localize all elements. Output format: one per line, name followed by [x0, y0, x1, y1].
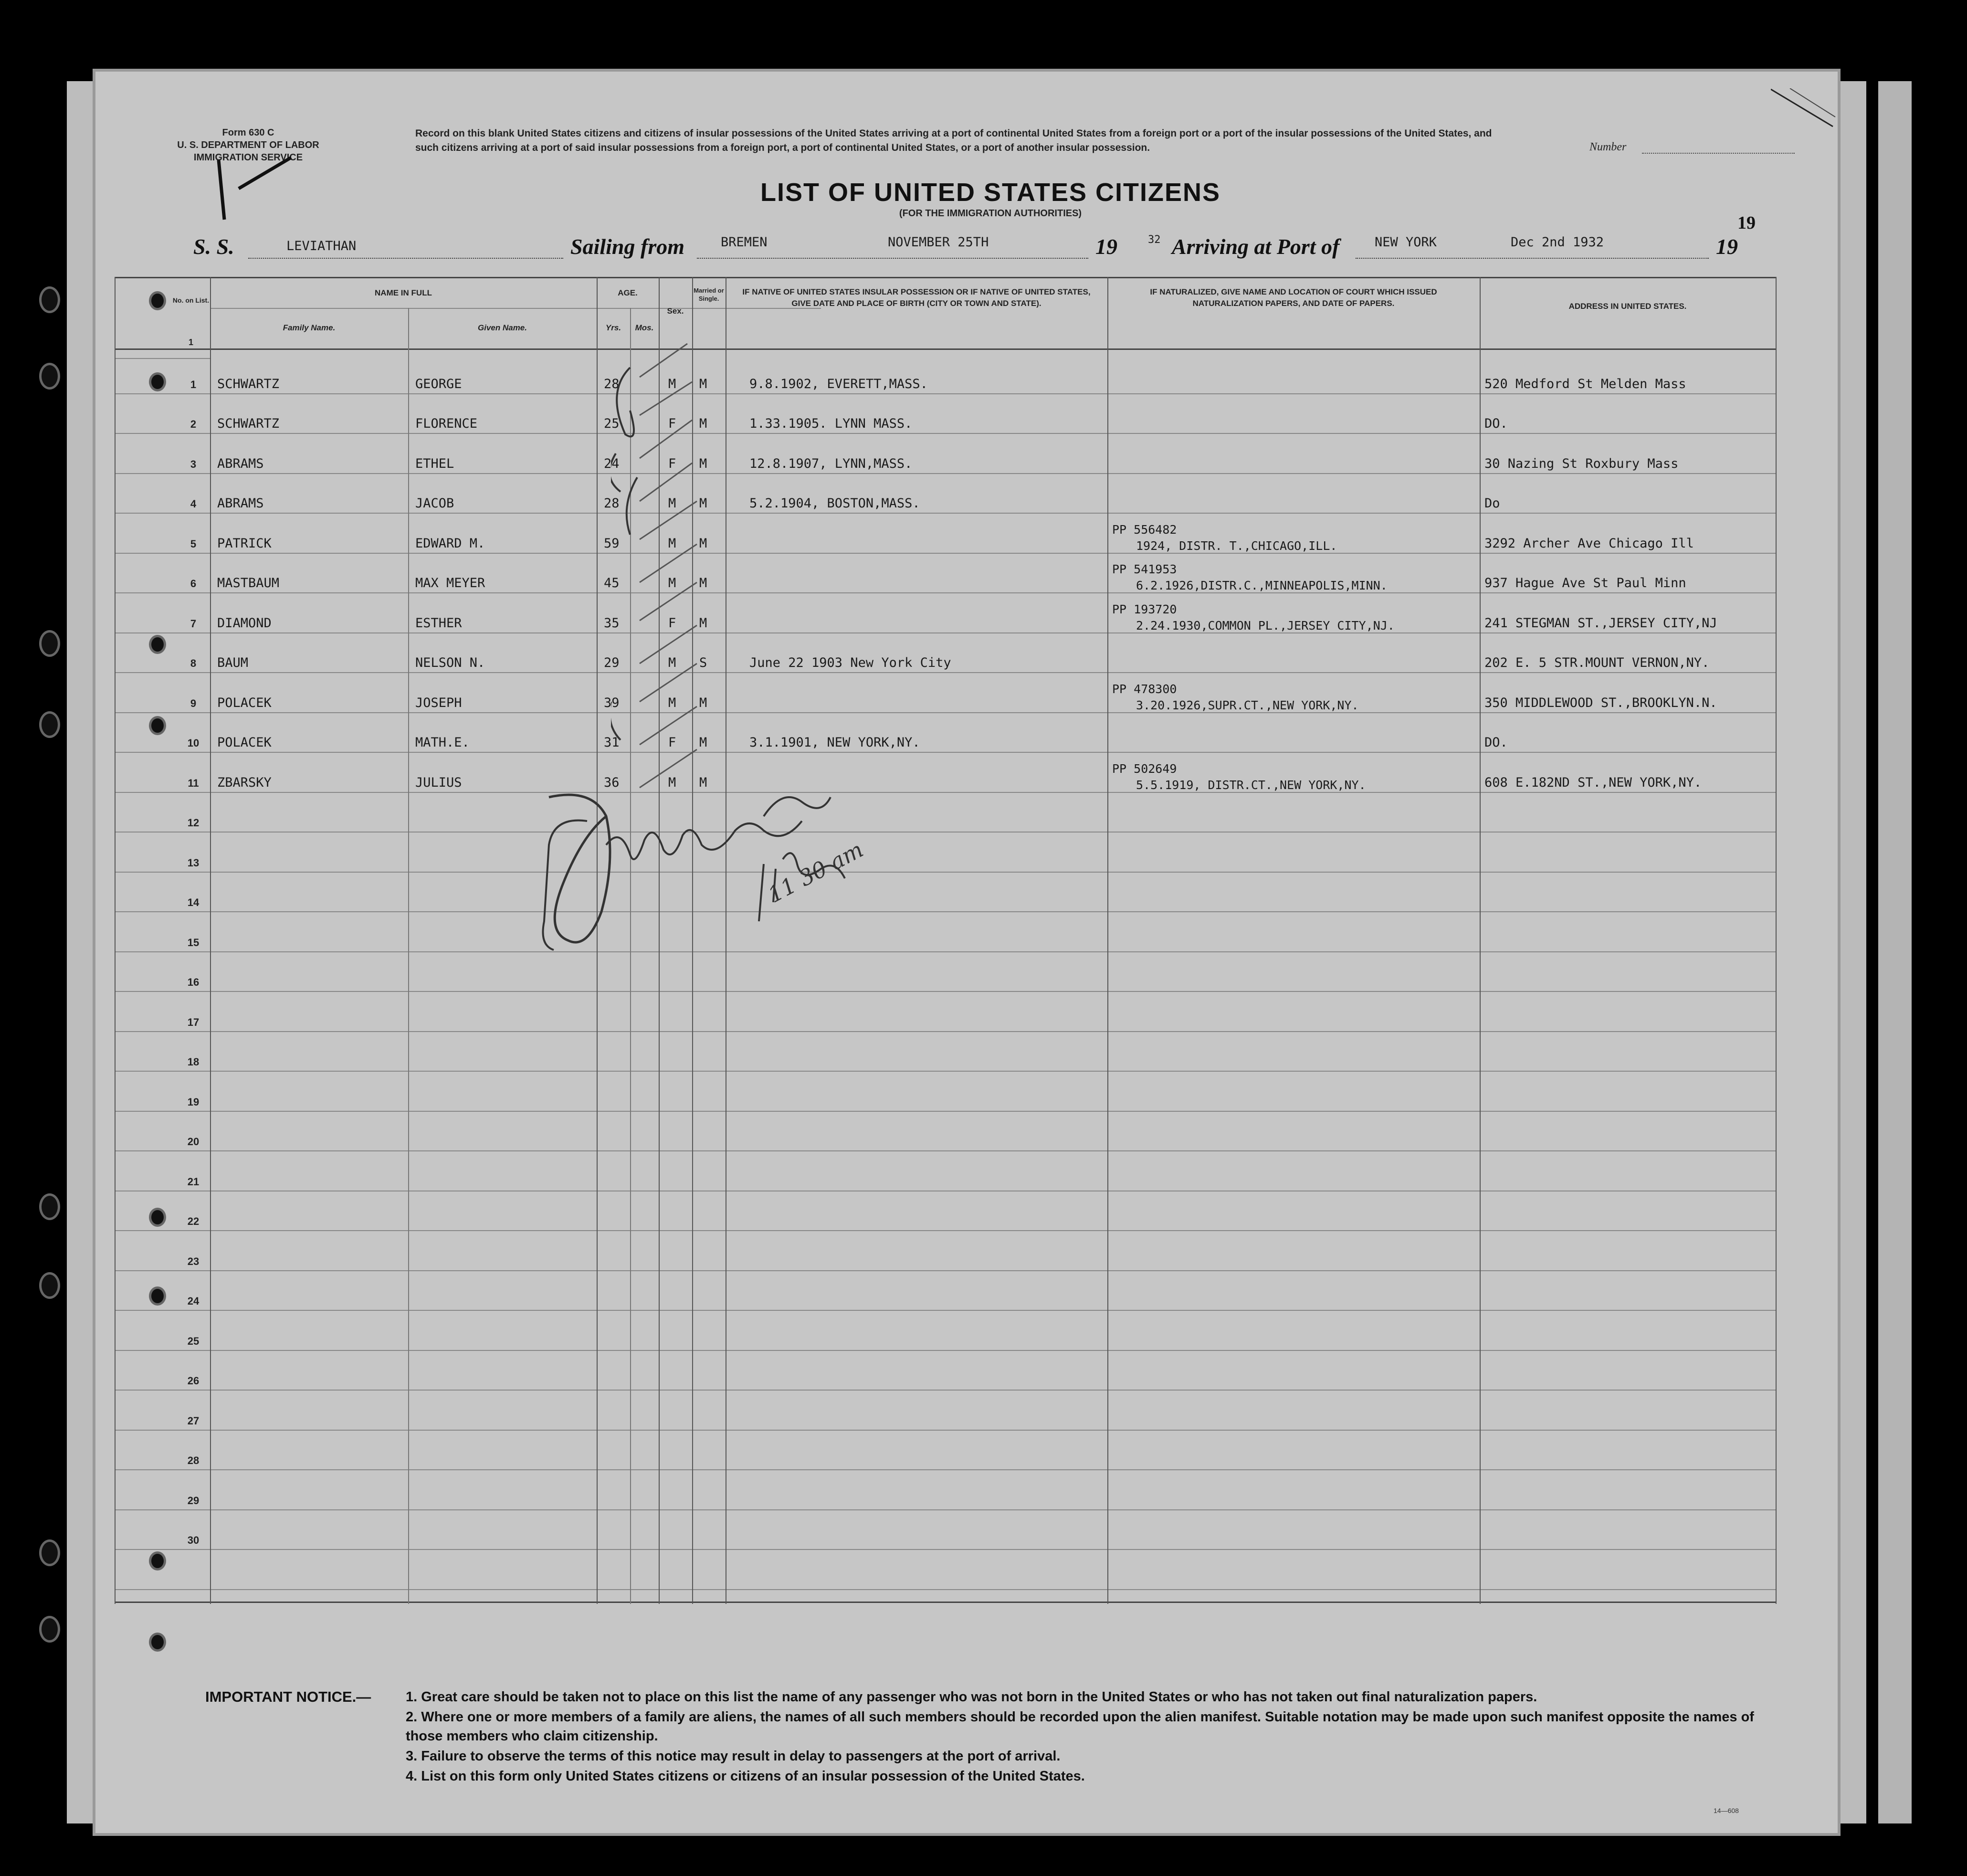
naturalization-papers: PP 541953 [1112, 562, 1177, 576]
age-years: 29 [604, 655, 620, 670]
form-id-line: Form 630 C [222, 127, 274, 138]
notice-item: 3. Failure to observe the terms of this notice may result in delay to passengers at the port of arrival. [406, 1749, 1061, 1764]
row-number: 27 [187, 1414, 200, 1427]
page-edge-left [67, 81, 95, 1823]
naturalization-papers: PP 193720 [1112, 602, 1177, 616]
married-single: M [699, 496, 707, 511]
row-rule [115, 592, 1776, 593]
birth-info: 9.8.1902, EVERETT,MASS. [749, 376, 928, 391]
row-rule [115, 553, 1776, 554]
married-single: M [699, 536, 707, 551]
us-address: DO. [1484, 416, 1508, 431]
col-rule [1107, 277, 1108, 1604]
binder-hole [39, 711, 60, 738]
header-bottom-rule [115, 348, 1776, 350]
form-number: 14—608 [1714, 1807, 1739, 1814]
header-list-no: 1 [188, 337, 193, 347]
check-marks [611, 334, 735, 812]
header-age: AGE. [618, 288, 638, 297]
number-field[interactable] [1642, 153, 1795, 154]
sex: M [668, 655, 676, 670]
row-number: 18 [187, 1056, 200, 1068]
row-number: 24 [187, 1295, 200, 1307]
birth-info: 1.33.1905. LYNN MASS. [749, 416, 913, 431]
row-number: 2 [190, 418, 197, 430]
married-single: M [699, 615, 707, 631]
row-rule [115, 1230, 1776, 1231]
row-number: 14 [187, 896, 200, 908]
row-rule [115, 1270, 1776, 1271]
row-rule [115, 1469, 1776, 1470]
family-name: SCHWARTZ [217, 376, 280, 391]
row-number: 21 [187, 1175, 200, 1188]
notice-lead: IMPORTANT NOTICE.— [205, 1688, 371, 1705]
us-address: 937 Hague Ave St Paul Minn [1484, 576, 1686, 590]
sex: M [668, 496, 676, 511]
notice-list [406, 1687, 1790, 1787]
row-rule [115, 672, 1776, 673]
row-rule [115, 911, 1776, 912]
given-name: JULIUS [415, 775, 462, 790]
sex: F [668, 615, 676, 631]
ship-name: LEVIATHAN [286, 239, 357, 253]
row-number: 5 [190, 538, 197, 550]
year-prefix-2: 19 [1716, 234, 1738, 259]
age-years: 28 [604, 496, 620, 511]
col-rule [1776, 277, 1777, 1604]
col-rule [115, 277, 116, 1604]
row-rule [115, 991, 1776, 992]
married-single: M [699, 416, 707, 431]
header-given-name: Given Name. [478, 323, 527, 332]
age-years: 25 [604, 416, 620, 431]
row-rule [115, 1509, 1776, 1510]
married-single: M [699, 735, 707, 750]
naturalization-papers: PP 502649 [1112, 761, 1177, 776]
row-number: 11 [188, 777, 199, 789]
handwritten-time: 11 30 am [764, 836, 868, 908]
binder-hole [149, 1633, 166, 1652]
us-address: 241 STEGMAN ST.,JERSEY CITY,NJ [1484, 615, 1717, 631]
header-no-on-list: No. on List. [172, 296, 210, 304]
table-top-rule [115, 277, 1776, 278]
given-name: MATH.E. [415, 735, 470, 750]
family-name: DIAMOND [217, 615, 272, 631]
given-name: NELSON N. [415, 655, 485, 670]
row-rule [115, 1350, 1776, 1351]
arriving-field-line [1356, 258, 1709, 259]
given-name: JOSEPH [415, 695, 462, 710]
age-years: 31 [604, 735, 620, 750]
family-name: POLACEK [217, 695, 272, 710]
binder-hole [39, 286, 60, 313]
birth-info: 5.2.1904, BOSTON,MASS. [749, 496, 920, 511]
page-title: LIST OF UNITED STATES CITIZENS [760, 178, 1220, 207]
row-rule [115, 1589, 1776, 1590]
row-rule [115, 433, 1776, 434]
given-name: EDWARD M. [415, 536, 485, 551]
col-rule [1480, 277, 1481, 1604]
given-name: ESTHER [415, 615, 462, 631]
page-edge-right-2 [1878, 81, 1912, 1823]
passenger-table [115, 277, 1776, 1604]
intro-text: Record on this blank United States citizens and citizens of insular possessions of the United States arriving at a port of continental United States from a foreign port or a port of the insular possessions of the United States, and such citizens arriving at a port of said insular possessions from a foreign port, a port of continental United States, or a port of another insular possession. [415, 128, 1492, 153]
row-number: 15 [187, 936, 200, 949]
row-rule [115, 1111, 1776, 1112]
row-rule [115, 1071, 1776, 1072]
row-number: 23 [187, 1255, 200, 1267]
header-mos: Mos. [635, 323, 654, 332]
row-number: 29 [187, 1494, 200, 1507]
us-address: 202 E. 5 STR.MOUNT VERNON,NY. [1484, 655, 1710, 670]
given-name: FLORENCE [415, 416, 478, 431]
naturalization-court: 1924, DISTR. T.,CHICAGO,ILL. [1136, 538, 1337, 553]
row-number: 12 [187, 817, 200, 829]
row-number: 3 [190, 458, 197, 470]
row-number: 22 [187, 1215, 200, 1227]
us-address: 3292 Archer Ave Chicago Ill [1484, 536, 1694, 551]
married-single: M [699, 695, 707, 710]
header-sex: Sex. [667, 306, 684, 316]
row-number: 16 [187, 976, 200, 988]
header-yrs: Yrs. [605, 323, 621, 332]
binder-hole [39, 363, 60, 390]
sex: F [668, 456, 676, 471]
given-name: MAX MEYER [415, 576, 485, 590]
number-label: Number [1589, 141, 1627, 153]
us-address: DO. [1484, 735, 1508, 750]
birth-info: 12.8.1907, LYNN,MASS. [749, 456, 913, 471]
us-address: 520 Medford St Melden Mass [1484, 376, 1686, 391]
row-number: 4 [190, 498, 197, 510]
sex: M [668, 576, 676, 590]
row-rule [115, 632, 1776, 633]
row-number: 20 [187, 1136, 200, 1148]
pen-mark [210, 153, 305, 229]
header-mid-rule [210, 308, 821, 309]
given-name: GEORGE [415, 376, 462, 391]
row-rule [115, 872, 1776, 873]
form-id-line: U. S. DEPARTMENT OF LABOR [177, 140, 319, 150]
row-rule [115, 832, 1776, 833]
age-years: 35 [604, 615, 620, 631]
family-name: PATRICK [217, 536, 272, 551]
arrival-date: Dec 2nd 1932 [1511, 235, 1604, 250]
corner-fold [1771, 88, 1838, 131]
ship-field-line [248, 258, 563, 259]
sailing-label: Sailing from [570, 234, 685, 259]
row-number: 28 [187, 1454, 200, 1466]
col-rule [408, 308, 409, 1604]
header-naturalized: IF NATURALIZED, GIVE NAME AND LOCATION OF COURT WHICH ISSUED NATURALIZATION PAPERS, AND DATE OF PAPERS. [1150, 287, 1437, 308]
family-name: ABRAMS [217, 456, 264, 471]
married-single: M [699, 376, 707, 391]
row-rule [115, 393, 1776, 394]
header-family-name: Family Name. [283, 323, 336, 332]
birth-info: 3.1.1901, NEW YORK,NY. [749, 735, 920, 750]
page-number: 19 [1737, 213, 1756, 233]
married-single: M [699, 576, 707, 590]
binder-hole [39, 1193, 60, 1220]
year-suffix: 32 [1148, 234, 1161, 246]
married-single: M [699, 456, 707, 471]
sex: M [668, 695, 676, 710]
page-edge-right [1838, 81, 1866, 1823]
us-address: 350 MIDDLEWOOD ST.,BROOKLYN.N. [1484, 695, 1717, 710]
age-years: 36 [604, 775, 620, 790]
port-from: BREMEN [721, 235, 768, 250]
family-name: MASTBAUM [217, 576, 280, 590]
row-rule [115, 1390, 1776, 1391]
family-name: SCHWARTZ [217, 416, 280, 431]
row-number: 17 [187, 1016, 200, 1028]
sex: F [668, 735, 676, 750]
sailing-field-line [697, 258, 1088, 259]
notice-item: 4. List on this form only United States citizens or citizens of an insular possession of the United States. [406, 1769, 1085, 1784]
row-rule [115, 752, 1776, 753]
header-married: Married or Single. [694, 287, 724, 302]
birth-info: June 22 1903 New York City [749, 655, 951, 670]
inspector-signature [535, 788, 878, 1036]
naturalization-papers: PP 478300 [1112, 682, 1177, 696]
married-single: M [699, 775, 707, 790]
year-prefix: 19 [1095, 234, 1117, 259]
binder-hole [39, 1272, 60, 1299]
row-number: 26 [187, 1375, 200, 1387]
row-rule [115, 473, 1776, 474]
given-name: JACOB [415, 496, 454, 511]
notice-item: 2. Where one or more members of a family are aliens, the names of all such members should be recorded upon the alien manifest. Suitable notation may be made upon such manifest opposite the names of those members who claim citizenship. [406, 1709, 1754, 1744]
naturalization-court: 2.24.1930,COMMON PL.,JERSEY CITY,NJ. [1136, 618, 1395, 632]
family-name: BAUM [217, 655, 249, 670]
age-years: 59 [604, 536, 620, 551]
naturalization-court: 6.2.1926,DISTR.C.,MINNEAPOLIS,MINN. [1136, 579, 1388, 592]
row-rule [115, 1310, 1776, 1311]
row-rule [115, 513, 1776, 514]
sex: M [668, 376, 676, 391]
row-number: 6 [190, 578, 197, 590]
page-subtitle: (FOR THE IMMIGRATION AUTHORITIES) [899, 208, 1082, 219]
sex: M [668, 536, 676, 551]
ss-label: S. S. [193, 234, 234, 259]
naturalization-papers: PP 556482 [1112, 522, 1177, 537]
row-rule [115, 951, 1776, 952]
age-years: 39 [604, 695, 620, 710]
row-number: 25 [187, 1335, 200, 1347]
row-rule [115, 712, 1776, 713]
table-bottom-rule [115, 1602, 1776, 1603]
naturalization-court: 3.20.1926,SUPR.CT.,NEW YORK,NY. [1136, 698, 1359, 712]
age-years: 45 [604, 576, 620, 590]
given-name: ETHEL [415, 456, 454, 471]
header-birth: IF NATIVE OF UNITED STATES INSULAR POSSESSION OR IF NATIVE OF UNITED STATES, GIVE DATE AND PLACE OF BIRTH (CITY OR TOWN AND STATE). [742, 287, 1091, 308]
sex: F [668, 416, 676, 431]
date-from: NOVEMBER 25TH [888, 235, 989, 250]
family-name: ABRAMS [217, 496, 264, 511]
us-address: Do [1484, 496, 1500, 511]
sex: M [668, 775, 676, 790]
family-name: POLACEK [217, 735, 272, 750]
row-rule [115, 792, 1776, 793]
row-number: 10 [187, 737, 200, 749]
binder-hole [39, 1616, 60, 1643]
row-rule [115, 1549, 1776, 1550]
list-no-rule [115, 358, 210, 359]
row-number: 8 [190, 657, 197, 669]
header-address: ADDRESS IN UNITED STATES. [1568, 302, 1687, 311]
us-address: 30 Nazing St Roxbury Mass [1484, 456, 1679, 471]
row-number: 19 [187, 1096, 200, 1108]
arriving-label: Arriving at Port of [1172, 234, 1340, 259]
family-name: ZBARSKY [217, 775, 272, 790]
us-address: 608 E.182ND ST.,NEW YORK,NY. [1484, 775, 1702, 790]
row-number: 13 [187, 856, 200, 869]
naturalization-court: 5.5.1919, DISTR.CT.,NEW YORK,NY. [1136, 778, 1366, 792]
notice-item: 1. Great care should be taken not to place on this list the name of any passenger who was not born in the United States or who has not taken out final naturalization papers. [406, 1689, 1537, 1705]
header-name-in-full: NAME IN FULL [375, 288, 432, 297]
age-years: 28 [604, 376, 620, 391]
row-rule [115, 1031, 1776, 1032]
row-number: 1 [190, 378, 197, 390]
row-rule [115, 1430, 1776, 1431]
married-single: S [699, 655, 707, 670]
row-number: 7 [190, 617, 197, 630]
port-to: NEW YORK [1375, 235, 1437, 250]
row-number: 9 [190, 697, 197, 709]
binder-hole [39, 630, 60, 657]
row-rule [115, 1150, 1776, 1151]
binder-hole [39, 1539, 60, 1566]
form-id-line: IMMIGRATION SERVICE [193, 152, 303, 163]
row-number: 30 [187, 1534, 200, 1546]
age-years: 24 [604, 456, 620, 471]
